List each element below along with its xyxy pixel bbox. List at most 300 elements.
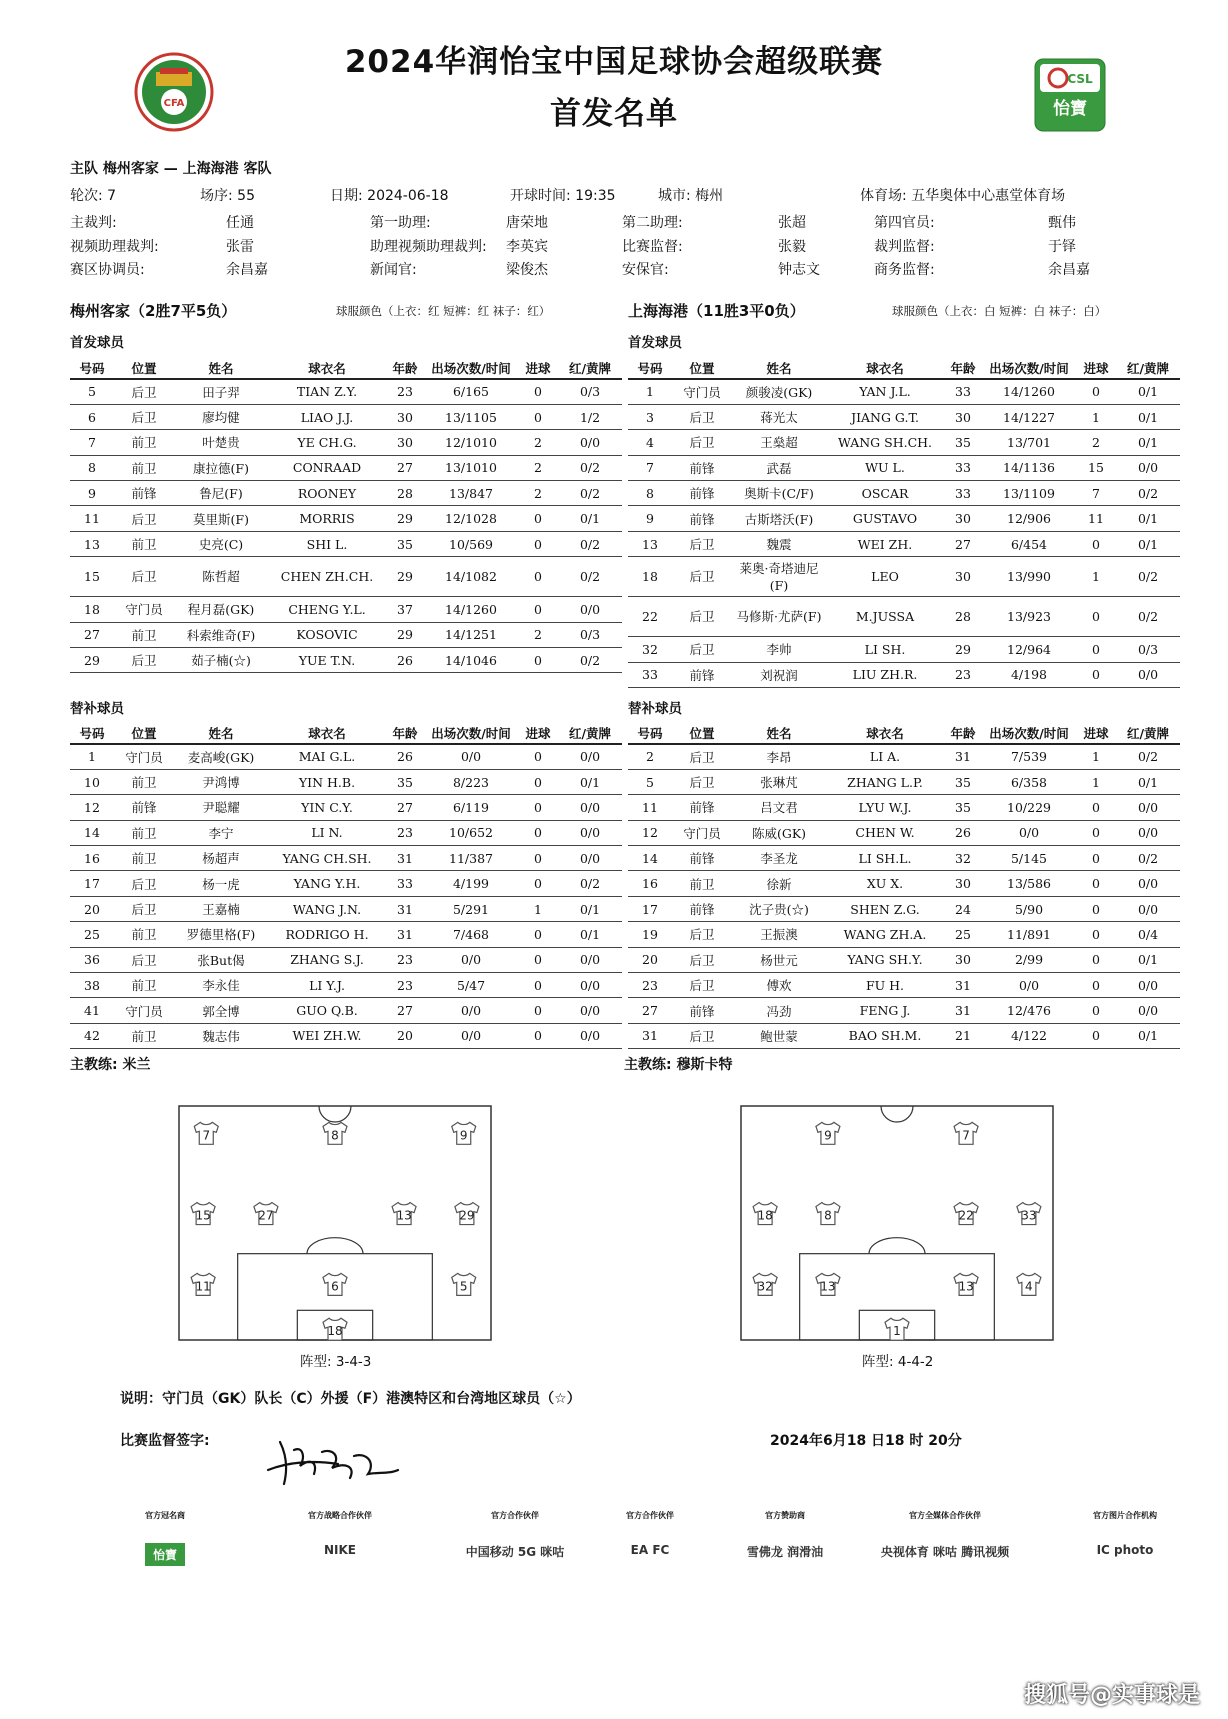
player-number: 13 [396, 1208, 412, 1223]
player-number: 1 [893, 1324, 901, 1339]
table-cell: 4/199 [424, 871, 518, 896]
table-cell: 33 [386, 871, 424, 896]
table-cell: 24 [944, 896, 982, 921]
table-cell: 9 [70, 481, 114, 506]
table-cell: 13/1105 [424, 404, 518, 429]
table-cell: 5/291 [424, 896, 518, 921]
table-row [70, 820, 622, 845]
table-cell: 23 [386, 820, 424, 845]
sponsor-category: 官方战略合作伙伴 [308, 1511, 372, 1520]
official-label: 商务监督: [874, 262, 935, 278]
table-cell: 后卫 [672, 404, 732, 429]
player-number: 9 [459, 1128, 468, 1143]
table-row [628, 871, 1180, 896]
column-header: 进球 [1076, 357, 1116, 379]
table-row [70, 769, 622, 794]
table-cell: SHI L. [268, 531, 386, 556]
table-cell: 6/358 [982, 769, 1076, 794]
table-row [628, 379, 1180, 404]
round-label: 轮次: [70, 188, 103, 204]
table-cell: LIAO J.J. [268, 404, 386, 429]
table-cell: 2 [518, 481, 558, 506]
table-row [70, 379, 622, 404]
table-cell: 4/198 [982, 662, 1076, 687]
table-row [70, 871, 622, 896]
official-label: 视频助理裁判: [70, 239, 159, 255]
table-cell: 守门员 [114, 998, 174, 1023]
home-coach-label: 主教练: [70, 1057, 118, 1073]
player-number: 8 [824, 1208, 832, 1223]
table-cell: 0/0 [558, 430, 622, 455]
column-header: 出场次数/时间 [424, 357, 518, 379]
table-cell: 8/223 [424, 769, 518, 794]
signature-label: 比赛监督签字: [120, 1433, 210, 1449]
table-row [70, 648, 622, 673]
column-header: 进球 [1076, 722, 1116, 744]
table-cell: 8 [70, 455, 114, 480]
column-header: 姓名 [174, 357, 268, 379]
table-cell: 12/1028 [424, 506, 518, 531]
table-cell: 康拉德(F) [174, 455, 268, 480]
column-header: 号码 [628, 722, 672, 744]
table-cell: 田子羿 [174, 379, 268, 404]
table-cell: 20 [70, 896, 114, 921]
table-cell: 14/1260 [982, 379, 1076, 404]
sponsor-item [585, 1510, 715, 1557]
csl-logo-icon [1034, 58, 1106, 132]
column-header: 号码 [70, 722, 114, 744]
sponsor-logo-icon: 央视体育 咪咕 腾讯视频 [880, 1545, 1010, 1559]
table-cell: 31 [944, 973, 982, 998]
home-starters-label: 首发球员 [70, 335, 124, 351]
table-cell: WU L. [826, 455, 944, 480]
table-cell: 8 [628, 481, 672, 506]
official-label: 安保官: [622, 262, 669, 278]
away-formation-pitch [740, 1105, 1054, 1341]
table-row [628, 637, 1180, 662]
table-cell: 11 [1076, 506, 1116, 531]
player-number: 7 [202, 1128, 211, 1143]
table-cell: 前卫 [114, 973, 174, 998]
table-cell: 后卫 [672, 531, 732, 556]
away-formation-value: 4-4-2 [897, 1354, 934, 1370]
table-cell: 0/0 [424, 744, 518, 769]
table-cell: 13/1010 [424, 455, 518, 480]
table-cell: 茹子楠(☆) [174, 648, 268, 673]
table-cell: 后卫 [672, 769, 732, 794]
table-cell: 0/1 [558, 922, 622, 947]
table-cell: 尹鸿博 [174, 769, 268, 794]
column-header: 号码 [70, 357, 114, 379]
table-cell: 33 [944, 379, 982, 404]
table-row [70, 846, 622, 871]
table-cell: 14/1046 [424, 648, 518, 673]
legend-note: 说明：守门员（GK）队长（C）外援（F）港澳特区和台湾地区球员（☆） [120, 1391, 581, 1407]
table-cell: 13/923 [982, 597, 1076, 637]
official-label: 赛区协调员: [70, 262, 145, 278]
table-cell: 0/4 [1116, 922, 1180, 947]
column-header: 出场次数/时间 [424, 722, 518, 744]
table-cell: 7 [1076, 481, 1116, 506]
table-cell: 1 [1076, 557, 1116, 597]
table-cell: 后卫 [672, 557, 732, 597]
table-cell: 张琳芃 [732, 769, 826, 794]
table-row [628, 1023, 1180, 1048]
table-cell: 30 [944, 871, 982, 896]
table-cell: 0 [1076, 922, 1116, 947]
table-cell: 前锋 [672, 481, 732, 506]
table-cell: 0/0 [982, 820, 1076, 845]
table-cell: 武磊 [732, 455, 826, 480]
table-cell: 31 [628, 1023, 672, 1048]
table-cell: 7/468 [424, 922, 518, 947]
away-kit: 球服颜色（上衣：白 短裤：白 袜子：白） [892, 304, 1107, 318]
table-cell: 1 [1076, 404, 1116, 429]
table-cell: 0 [518, 998, 558, 1023]
table-cell: 17 [628, 896, 672, 921]
table-cell: 5 [628, 769, 672, 794]
table-cell: 后卫 [114, 557, 174, 597]
table-cell: 0/1 [1116, 769, 1180, 794]
table-cell: OSCAR [826, 481, 944, 506]
table-cell: LI SH. [826, 637, 944, 662]
player-number: 18 [327, 1324, 343, 1339]
table-row [628, 744, 1180, 769]
table-cell: BAO SH.M. [826, 1023, 944, 1048]
home-kit: 球服颜色（上衣：红 短裤：红 袜子：红） [336, 304, 551, 318]
table-cell: YE CH.G. [268, 430, 386, 455]
sponsor-category: 官方冠名商 [145, 1511, 185, 1520]
away-subs-table [628, 722, 1180, 1049]
table-cell: FENG J. [826, 998, 944, 1023]
table-cell: 14 [70, 820, 114, 845]
table-cell: GUO Q.B. [268, 998, 386, 1023]
table-cell: 蒋光太 [732, 404, 826, 429]
table-cell: 32 [628, 637, 672, 662]
table-cell: 后卫 [672, 637, 732, 662]
table-cell: 守门员 [672, 820, 732, 845]
table-cell: 0 [518, 947, 558, 972]
table-cell: 前锋 [672, 662, 732, 687]
official-label: 比赛监督: [622, 239, 683, 255]
home-formation-value: 3-4-3 [335, 1354, 372, 1370]
table-cell: 前卫 [114, 622, 174, 647]
table-cell: 0/2 [558, 531, 622, 556]
table-cell: 11 [628, 795, 672, 820]
table-cell: 前卫 [114, 769, 174, 794]
stadium-value: 五华奥体中心惠堂体育场 [911, 188, 1066, 204]
table-cell: 13/1109 [982, 481, 1076, 506]
table-cell: 前锋 [672, 998, 732, 1023]
column-header: 年龄 [386, 722, 424, 744]
sheet-title: 首发名单 [550, 96, 678, 132]
table-cell: 0 [518, 531, 558, 556]
table-cell: 张But偈 [174, 947, 268, 972]
table-row [70, 455, 622, 480]
table-cell: 沈子贵(☆) [732, 896, 826, 921]
table-cell: 42 [70, 1023, 114, 1048]
home-subs-table [70, 722, 622, 1049]
official-name: 张超 [778, 215, 806, 231]
table-cell: LIU ZH.R. [826, 662, 944, 687]
table-cell: LI Y.J. [268, 973, 386, 998]
table-cell: 27 [386, 998, 424, 1023]
table-cell: 27 [628, 998, 672, 1023]
column-header: 球衣名 [826, 357, 944, 379]
table-cell: 陈哲超 [174, 557, 268, 597]
table-cell: 后卫 [114, 871, 174, 896]
table-cell: 33 [944, 455, 982, 480]
player-number: 18 [757, 1208, 773, 1223]
kickoff-label: 开球时间: [510, 188, 571, 204]
table-cell: 29 [944, 637, 982, 662]
player-number: 5 [459, 1279, 468, 1294]
away-starters-table [628, 357, 1180, 688]
table-row [70, 896, 622, 921]
column-header: 红/黄牌 [1116, 722, 1180, 744]
table-row [70, 481, 622, 506]
table-cell: YIN H.B. [268, 769, 386, 794]
sponsor-category: 官方合作伙伴 [491, 1511, 539, 1520]
table-cell: 0 [1076, 871, 1116, 896]
table-cell: 后卫 [114, 404, 174, 429]
table-cell: 0/0 [1116, 998, 1180, 1023]
table-cell: 9 [628, 506, 672, 531]
player-number: 7 [962, 1128, 970, 1143]
table-cell: WANG SH.CH. [826, 430, 944, 455]
official-name: 于铎 [1048, 239, 1076, 255]
official-name: 梁俊杰 [506, 262, 548, 278]
table-row [628, 922, 1180, 947]
table-cell: 0 [1076, 662, 1116, 687]
official-name: 张雷 [226, 239, 254, 255]
table-cell: 颜骏凌(GK) [732, 379, 826, 404]
table-cell: 鲍世蒙 [732, 1023, 826, 1048]
table-cell: 史亮(C) [174, 531, 268, 556]
table-cell: 33 [944, 481, 982, 506]
official-label: 第二助理: [622, 215, 683, 231]
table-cell: 科索维奇(F) [174, 622, 268, 647]
table-row [628, 531, 1180, 556]
table-cell: 23 [628, 973, 672, 998]
table-cell: 30 [386, 404, 424, 429]
column-header: 球衣名 [268, 722, 386, 744]
table-cell: 0 [518, 1023, 558, 1048]
table-cell: LI A. [826, 744, 944, 769]
table-cell: 0/1 [558, 506, 622, 531]
table-cell: 0 [1076, 379, 1116, 404]
table-cell: 傅欢 [732, 973, 826, 998]
table-cell: LI N. [268, 820, 386, 845]
table-cell: 26 [386, 648, 424, 673]
table-cell: 0/1 [558, 769, 622, 794]
table-cell: 31 [386, 846, 424, 871]
table-cell: 10/652 [424, 820, 518, 845]
table-row [70, 973, 622, 998]
column-header: 位置 [672, 357, 732, 379]
table-cell: 5/47 [424, 973, 518, 998]
table-row [70, 947, 622, 972]
table-cell: 后卫 [114, 506, 174, 531]
player-number: 9 [824, 1128, 832, 1143]
table-cell: 14/1251 [424, 622, 518, 647]
table-cell: 前锋 [114, 795, 174, 820]
cfa-logo-icon [134, 52, 214, 132]
table-cell: 0 [518, 648, 558, 673]
table-cell: 32 [944, 846, 982, 871]
table-cell: 0/2 [558, 871, 622, 896]
table-row [628, 597, 1180, 637]
table-cell: 前锋 [672, 455, 732, 480]
table-cell: 0/0 [558, 973, 622, 998]
table-row [628, 896, 1180, 921]
table-cell: 12 [628, 820, 672, 845]
table-cell: 21 [944, 1023, 982, 1048]
table-cell: 0/0 [1116, 662, 1180, 687]
table-cell: 0/0 [558, 998, 622, 1023]
table-cell: 0/0 [558, 1023, 622, 1048]
sponsor-bar [100, 1510, 1170, 1580]
table-cell: 0 [518, 820, 558, 845]
table-cell: 后卫 [672, 744, 732, 769]
table-cell: 魏志伟 [174, 1023, 268, 1048]
column-header: 球衣名 [826, 722, 944, 744]
table-cell: 徐新 [732, 871, 826, 896]
table-row [628, 430, 1180, 455]
table-cell: 王燊超 [732, 430, 826, 455]
league-title: 2024华润怡宝中国足球协会超级联赛 [344, 44, 884, 80]
watermark: 搜狐号@实事球是 [1023, 1683, 1200, 1708]
table-cell: 0/0 [558, 820, 622, 845]
table-cell: 12/1010 [424, 430, 518, 455]
table-cell: 0 [518, 597, 558, 622]
table-cell: KOSOVIC [268, 622, 386, 647]
official-name: 余昌嘉 [1048, 262, 1090, 278]
column-header: 号码 [628, 357, 672, 379]
round-value: 7 [107, 188, 117, 204]
table-row [70, 531, 622, 556]
table-header-row [628, 722, 1180, 744]
table-cell: 杨超声 [174, 846, 268, 871]
column-header: 红/黄牌 [558, 357, 622, 379]
away-formation-label: 阵型: [862, 1354, 894, 1370]
table-cell: CHEN W. [826, 820, 944, 845]
table-cell: 3 [628, 404, 672, 429]
stadium-label: 体育场: [860, 188, 907, 204]
table-cell: 27 [944, 531, 982, 556]
table-row [70, 557, 622, 597]
sponsor-logo-icon: 中国移动 5G 咪咕 [465, 1545, 565, 1559]
table-cell: 杨一虎 [174, 871, 268, 896]
table-cell: 2 [518, 430, 558, 455]
cfa-logo-text: CFA [163, 98, 185, 109]
table-cell: 后卫 [114, 648, 174, 673]
table-cell: 0/0 [558, 597, 622, 622]
table-cell: 36 [70, 947, 114, 972]
table-cell: 后卫 [114, 947, 174, 972]
table-cell: 11 [70, 506, 114, 531]
table-cell: 2 [1076, 430, 1116, 455]
table-cell: 2 [518, 622, 558, 647]
table-cell: 1/2 [558, 404, 622, 429]
table-cell: 程月磊(GK) [174, 597, 268, 622]
table-cell: 0/2 [1116, 597, 1180, 637]
table-cell: 11/891 [982, 922, 1076, 947]
home-team-name: 梅州客家（2胜7平5负） [70, 302, 237, 320]
table-cell: 0 [1076, 998, 1116, 1023]
table-cell: 11/387 [424, 846, 518, 871]
table-cell: 后卫 [672, 597, 732, 637]
table-cell: 0 [1076, 795, 1116, 820]
table-cell: 前卫 [114, 922, 174, 947]
table-cell: 0/0 [558, 795, 622, 820]
official-label: 第一助理: [370, 215, 431, 231]
table-row [628, 404, 1180, 429]
official-label: 助理视频助理裁判: [370, 239, 487, 255]
signature-icon [258, 1422, 408, 1494]
table-header-row [70, 722, 622, 744]
table-row [70, 1023, 622, 1048]
table-cell: 0/2 [558, 648, 622, 673]
table-cell: 10/229 [982, 795, 1076, 820]
table-cell: 冯劲 [732, 998, 826, 1023]
table-row [70, 998, 622, 1023]
column-header: 红/黄牌 [558, 722, 622, 744]
table-cell: 14/1260 [424, 597, 518, 622]
table-cell: 刘祝润 [732, 662, 826, 687]
table-cell: 7 [628, 455, 672, 480]
sponsor-category: 官方图片合作机构 [1093, 1511, 1157, 1520]
table-cell: LEO [826, 557, 944, 597]
official-name: 任通 [226, 215, 254, 231]
table-cell: 0/1 [1116, 430, 1180, 455]
column-header: 球衣名 [268, 357, 386, 379]
table-cell: 31 [944, 744, 982, 769]
away-coach-label: 主教练: [624, 1057, 672, 1073]
table-cell: 郭全博 [174, 998, 268, 1023]
seq-value: 55 [237, 188, 255, 204]
table-cell: 18 [70, 597, 114, 622]
table-cell: 27 [386, 795, 424, 820]
table-cell: 李圣龙 [732, 846, 826, 871]
table-cell: 0 [1076, 947, 1116, 972]
table-cell: 22 [628, 597, 672, 637]
table-cell: 41 [70, 998, 114, 1023]
table-cell: 6 [70, 404, 114, 429]
home-formation-label: 阵型: [300, 1354, 332, 1370]
table-cell: 30 [944, 506, 982, 531]
table-cell: 20 [386, 1023, 424, 1048]
table-cell: 23 [944, 662, 982, 687]
table-cell: 0 [1076, 531, 1116, 556]
table-cell: 14/1082 [424, 557, 518, 597]
table-row [70, 430, 622, 455]
official-name: 余昌嘉 [226, 262, 268, 278]
table-cell: 前卫 [114, 1023, 174, 1048]
sponsor-logo-icon: IC photo [1096, 1543, 1154, 1557]
table-cell: 0 [518, 769, 558, 794]
table-cell: 魏震 [732, 531, 826, 556]
table-cell: 13/990 [982, 557, 1076, 597]
table-cell: 0/1 [1116, 506, 1180, 531]
table-cell: 尹聪耀 [174, 795, 268, 820]
table-row [628, 455, 1180, 480]
table-cell: YANG Y.H. [268, 871, 386, 896]
column-header: 位置 [114, 357, 174, 379]
column-header: 年龄 [386, 357, 424, 379]
home-subs-label: 替补球员 [70, 701, 124, 717]
table-cell: 12 [70, 795, 114, 820]
